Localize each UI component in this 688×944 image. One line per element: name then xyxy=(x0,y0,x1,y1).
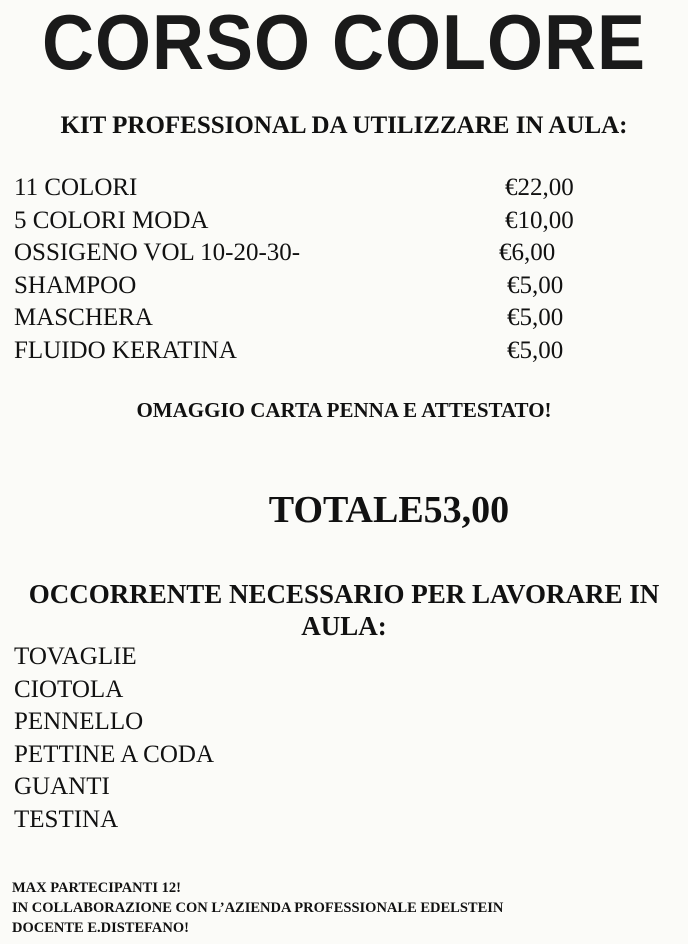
kit-item-price: €6,00 xyxy=(499,239,556,266)
max-participants-note: MAX PARTECIPANTI 12! xyxy=(12,880,181,896)
kit-item-price: €5,00 xyxy=(507,336,564,364)
footer-notes xyxy=(12,878,503,938)
kit-item xyxy=(14,272,674,305)
kit-item-label: MASCHERA xyxy=(14,304,153,331)
page-title: CORSO COLORE xyxy=(41,0,647,87)
kit-item-label: FLUIDO KERATINA xyxy=(14,336,237,364)
kit-item-label: 5 COLORI MODA xyxy=(14,206,209,234)
required-item: PENNELLO xyxy=(14,708,144,735)
required-item: PETTINE A CODA xyxy=(14,740,214,768)
required-item: TOVAGLIE xyxy=(14,643,137,670)
required-items-heading-line1: OCCORRENTE NECESSARIO PER LAVORARE IN xyxy=(28,579,660,609)
required-items-heading-line2: AULA: xyxy=(301,611,387,641)
teacher-note: DOCENTE E.DISTEFANO! xyxy=(12,920,189,936)
kit-item-price: €10,00 xyxy=(505,206,574,234)
kit-item xyxy=(14,174,674,207)
required-item: TESTINA xyxy=(14,805,119,833)
required-item: GUANTI xyxy=(14,773,110,800)
kit-item-price: €5,00 xyxy=(507,304,564,331)
collaboration-note: IN COLLABORAZIONE CON L’AZIENDA PROFESSIONALE EDELSTEIN xyxy=(12,900,504,916)
kit-item-price: €22,00 xyxy=(505,174,574,201)
gift-notice: OMAGGIO CARTA PENNA E ATTESTATO! xyxy=(136,398,552,422)
kit-item xyxy=(14,239,674,272)
kit-heading: KIT PROFESSIONAL DA UTILIZZARE IN AULA: xyxy=(60,112,628,139)
kit-item-label: SHAMPOO xyxy=(14,271,137,299)
kit-item xyxy=(14,304,674,337)
kit-item-price: €5,00 xyxy=(507,271,564,299)
required-items-list xyxy=(14,643,214,838)
kit-price-list xyxy=(14,174,674,369)
kit-item-label: OSSIGENO VOL 10-20-30- xyxy=(14,239,301,266)
required-items-heading xyxy=(0,578,688,642)
kit-item xyxy=(14,337,674,370)
total-price: TOTALE53,00 xyxy=(268,489,510,531)
kit-item-label: 11 COLORI xyxy=(14,174,138,201)
required-item: CIOTOLA xyxy=(14,675,124,703)
kit-item xyxy=(14,207,674,240)
